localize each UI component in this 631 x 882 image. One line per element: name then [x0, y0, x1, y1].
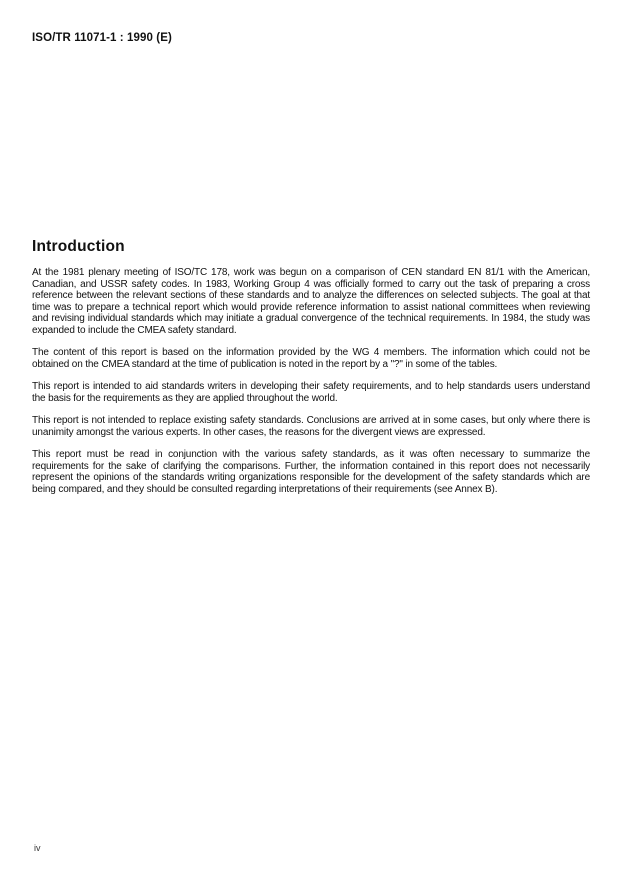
paragraph-history: At the 1981 plenary meeting of ISO/TC 178, work was begun on a comparison of CEN standard EN 81/1 with the American, Canadian, and USSR safety codes. In 1983, Working Group 4 was officially formed to carry out the task of preparing a cross reference between the relevant sections of these standards and to analyze the differences on selected subjects. The goal at that time was to prepare a technical report which would provide reference information to assist national committees when reviewing and revising individual standards which may initiate a gradual convergence of the technical requirements. In 1984, the study was expanded to include the CMEA safety standard. [32, 267, 590, 336]
paragraph-content-basis: The content of this report is based on the information provided by the WG 4 members. The information which could not be obtained on the CMEA standard at the time of publication is noted in the report by a "?" in some of the tables. [32, 347, 590, 370]
section-title: Introduction [32, 238, 125, 255]
paragraph-purpose: This report is intended to aid standards writers in developing their safety requirements, and to help standards users understand the basis for the requirements as they are applied throughout the world. [32, 381, 590, 404]
paragraph-usage-note: This report must be read in conjunction with the various safety standards, as it was often necessary to summarize the requirements for the sake of clarifying the comparisons. Further, the information contained in this report does not necessarily represent the opinions of the standards writing organizations responsible for the development of the safety standards which are being compared, and they should be consulted regarding interpretations of their requirements (see Annex B). [32, 449, 590, 495]
document-header: ISO/TR 11071-1 : 1990 (E) [32, 32, 172, 44]
body-text [32, 267, 590, 506]
page-number: iv [34, 843, 41, 853]
paragraph-scope-limits: This report is not intended to replace existing safety standards. Conclusions are arrived at in some cases, but only where there is unanimity amongst the various experts. In other cases, the reasons for the divergent views are expressed. [32, 415, 590, 438]
